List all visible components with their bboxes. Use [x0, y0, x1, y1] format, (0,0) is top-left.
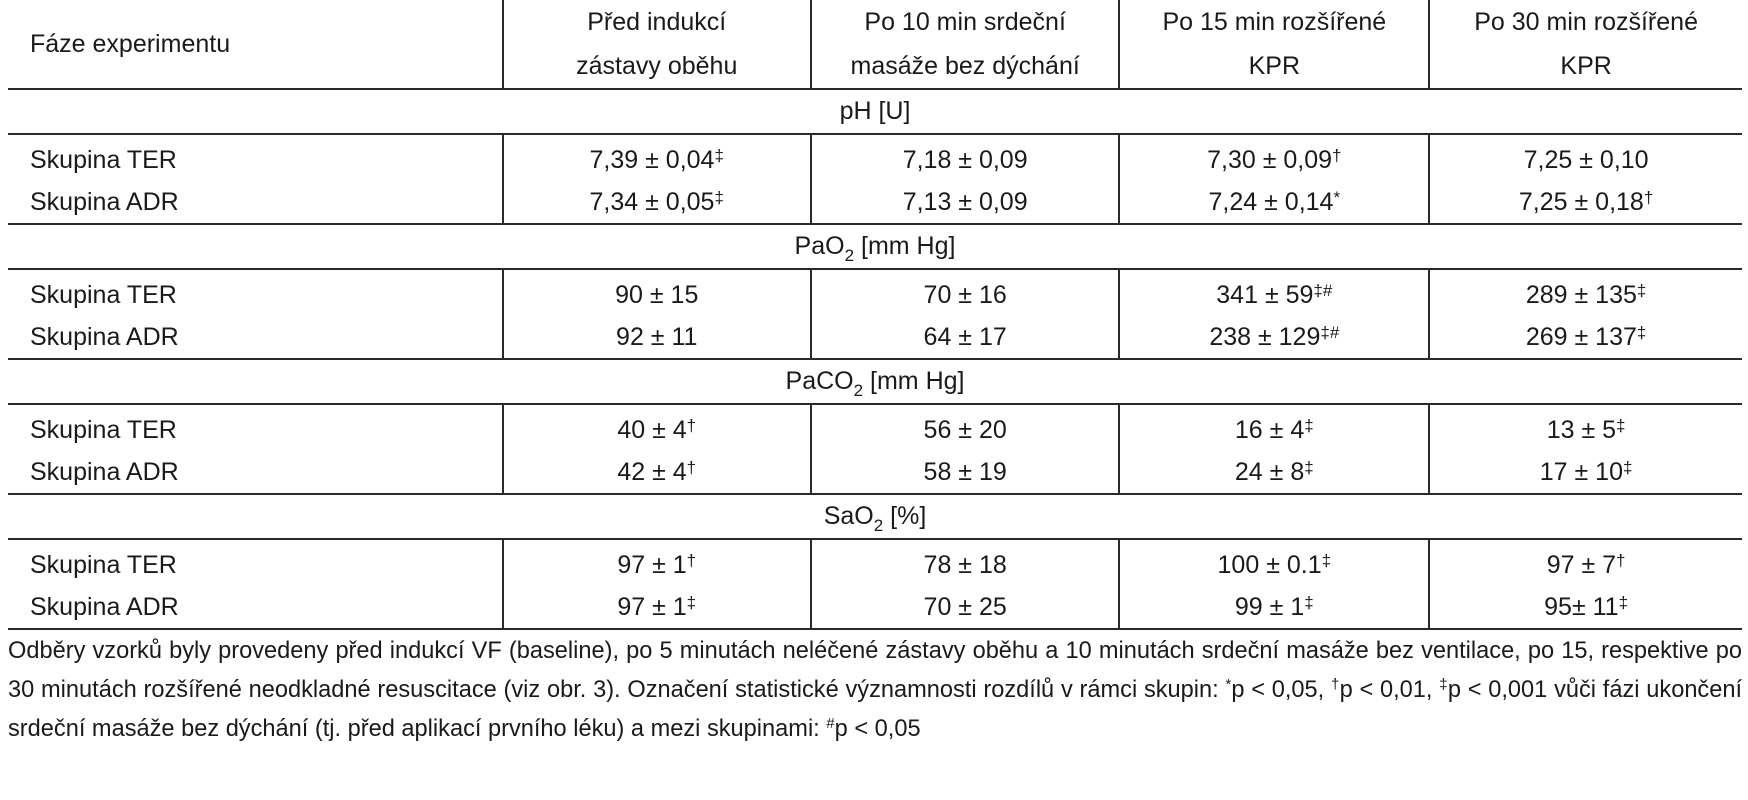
significance-mark: † [1332, 145, 1342, 165]
value-cell: 97 ± 1† [503, 539, 811, 586]
significance-mark: ‡ [686, 592, 697, 612]
value-cell: 90 ± 15 [503, 269, 811, 316]
value-cell: 16 ± 4‡ [1119, 404, 1429, 451]
value-cell: 70 ± 16 [811, 269, 1119, 316]
significance-mark: † [1616, 550, 1626, 570]
section-title: PaO$_2$ [mm Hg] [8, 224, 1742, 269]
section-row [8, 224, 1742, 269]
significance-mark: † [686, 550, 697, 570]
value-cell: 40 ± 4† [503, 404, 811, 451]
significance-mark: † [686, 457, 697, 477]
significance-mark: ‡# [1313, 280, 1333, 300]
group-label: Skupina ADR [8, 586, 503, 629]
value-cell: 99 ± 1‡ [1119, 586, 1429, 629]
significance-mark: ‡ [1616, 415, 1626, 435]
section-title: pH [U] [8, 89, 1742, 134]
significance-mark: ‡ [1304, 457, 1314, 477]
significance-mark: * [1333, 187, 1341, 207]
table-footnote: Odběry vzorků byly provedeny před indukcí VF (baseline), po 5 minutách neléčené zástavy oběhu a 10 minutách srdeční masáže bez ventilace, po 15, respektive po 30 minutách rozšířené neodkladné resuscitace (viz obr. 3). Označení statistické významnosti rozdílů v rámci skupin: *p < 0,05, †p < 0,01, ‡p < 0,001 vůči fázi ukončení srdeční masáže bez dýchání (tj. před aplikací prvního léku) a mezi skupinami: #p < 0,05 [8, 638, 1743, 742]
value-cell: 238 ± 129‡# [1119, 316, 1429, 359]
significance-mark: ‡ [1623, 457, 1633, 477]
value-cell: 7,18 ± 0,09 [811, 134, 1119, 181]
value-cell: 24 ± 8‡ [1119, 451, 1429, 494]
value-cell: 78 ± 18 [811, 539, 1119, 586]
header-col-4: Po 30 min rozšířené KPR [1429, 0, 1742, 89]
section-title: PaCO$_2$ [mm Hg] [8, 359, 1742, 404]
group-label: Skupina ADR [8, 316, 503, 359]
table-row [8, 451, 1742, 494]
group-label: Skupina ADR [8, 451, 503, 494]
value-cell: 7,25 ± 0,10 [1429, 134, 1742, 181]
table-row [8, 404, 1742, 451]
value-cell: 70 ± 25 [811, 586, 1119, 629]
value-cell: 64 ± 17 [811, 316, 1119, 359]
table-row [8, 181, 1742, 224]
value-cell: 289 ± 135‡ [1429, 269, 1742, 316]
section-row [8, 359, 1742, 404]
significance-mark: ‡ [1636, 322, 1647, 342]
significance-mark: † [686, 415, 697, 435]
significance-mark: ‡ [1321, 550, 1332, 570]
group-label: Skupina ADR [8, 181, 503, 224]
value-cell: 269 ± 137‡ [1429, 316, 1742, 359]
value-cell: 7,30 ± 0,09† [1119, 134, 1429, 181]
value-cell: 7,39 ± 0,04‡ [503, 134, 811, 181]
significance-mark: ‡ [714, 187, 724, 207]
header-row [8, 0, 1742, 89]
section-row [8, 89, 1742, 134]
value-cell: 97 ± 7† [1429, 539, 1742, 586]
group-label: Skupina TER [30, 415, 177, 444]
value-cell: 13 ± 5‡ [1429, 404, 1742, 451]
table-row [8, 586, 1742, 629]
section-title: SaO$_2$ [%] [8, 494, 1742, 539]
group-label: Skupina TER [30, 280, 177, 309]
group-label: Skupina TER [30, 145, 177, 174]
value-cell: 100 ± 0.1‡ [1119, 539, 1429, 586]
significance-mark: ‡ [1636, 280, 1647, 300]
table-row [8, 316, 1742, 359]
group-label: Skupina TER [30, 550, 177, 579]
significance-mark: ‡ [1304, 415, 1314, 435]
value-cell: 7,24 ± 0,14* [1119, 181, 1429, 224]
value-cell: 95± 11‡ [1429, 586, 1742, 629]
significance-mark: ‡# [1320, 322, 1340, 342]
value-cell: 58 ± 19 [811, 451, 1119, 494]
header-col-3: Po 15 min rozšířené KPR [1119, 0, 1429, 89]
value-cell: 56 ± 20 [811, 404, 1119, 451]
significance-mark: ‡ [1618, 592, 1629, 612]
table-row [8, 539, 1742, 586]
significance-mark: † [1643, 187, 1654, 207]
value-cell: 7,13 ± 0,09 [811, 181, 1119, 224]
header-col-2: Po 10 min srdeční masáže bez dýchání [811, 0, 1119, 89]
table-body [8, 89, 1742, 629]
value-cell: 42 ± 4† [503, 451, 811, 494]
value-cell: 92 ± 11 [503, 316, 811, 359]
results-table [8, 0, 1742, 630]
significance-mark: ‡ [1304, 592, 1314, 612]
table-row [8, 134, 1742, 181]
significance-mark: ‡ [714, 145, 724, 165]
header-phase-label: Fáze experimentu [8, 0, 503, 89]
header-col-1: Před indukcí zástavy oběhu [503, 0, 811, 89]
table-row [8, 269, 1742, 316]
section-row [8, 494, 1742, 539]
value-cell: 341 ± 59‡# [1119, 269, 1429, 316]
value-cell: 17 ± 10‡ [1429, 451, 1742, 494]
value-cell: 97 ± 1‡ [503, 586, 811, 629]
value-cell: 7,25 ± 0,18† [1429, 181, 1742, 224]
value-cell: 7,34 ± 0,05‡ [503, 181, 811, 224]
table-header [8, 0, 1742, 89]
